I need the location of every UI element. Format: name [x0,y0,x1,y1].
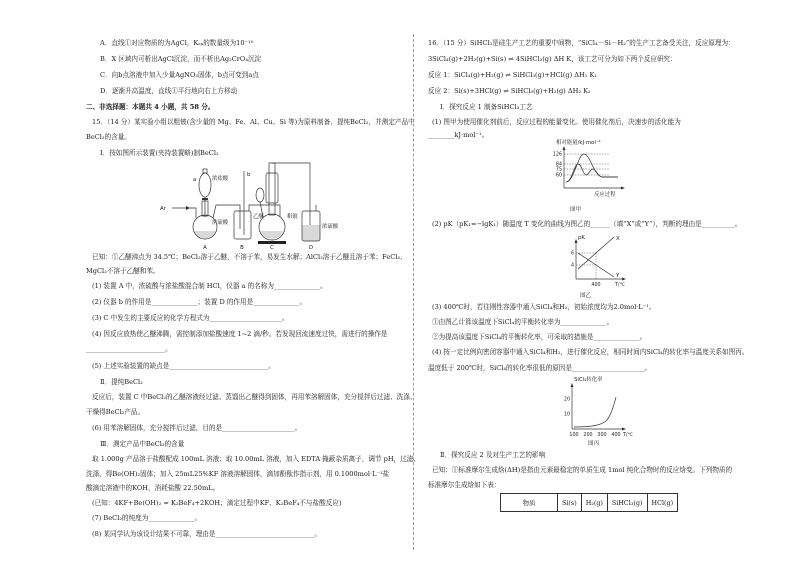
label-drying-reagent: 浓硫酸 [322,224,339,230]
fig3-xtick-100: 100 [569,433,579,438]
q15-part2-text-cont: 干燥得BeCl₂产品。 [86,408,145,416]
q16-part2-heading: Ⅱ．探究反应 2 及对生产工艺的影响 [440,451,546,459]
option-d: D．逐渐升高温度，直线①平行地向右上方移动 [100,87,238,95]
fig1-y-arrow [563,146,566,150]
label-unit-a: A [203,245,207,251]
q15-sub2: (2) 仪器 b 的作用是______________；装置 D 的作用是______________。 [92,298,306,306]
label-unit-c: C [270,245,274,251]
fig3-xtick-200: 200 [583,433,593,438]
q16-part2-known-cont: 标准摩尔生成焓如下表： [428,481,501,489]
fig2-series-x: X [616,236,620,242]
table-header-si: Si(s) [558,494,582,512]
q15-part3-text-cont2: 酸滴定溶液中的KOH，消耗盐酸 22.50mL。 [86,484,220,492]
q16-sub1: (1) 图甲为使用催化剂前后，反应过程的能量变化。使用催化剂后，决速步的活化能为 [432,118,681,126]
fig3-xlabel: T/℃ [623,433,633,438]
figure-pk-temperature [562,231,632,301]
label-solvent: 乙醚 [253,214,264,220]
bottle-d-liquid [302,225,320,241]
flask-c-liquid [260,231,284,239]
fig3-y-arrow [571,383,574,387]
fig1-caption: 图甲 [570,207,582,213]
fig3-ylabel: SiCl₄转化率 [574,377,603,383]
fig1-tick-60: 60 [555,173,562,179]
q16-part1-heading: Ⅰ．探究反应 1 制备SiHCl₃工艺 [440,103,533,111]
label-unit-b: B [240,245,244,251]
q15-part3-text: 取 1.000g 产品溶于盐酸配成 100mL 溶液；取 10.00mL 溶液，加入 EDTA 掩蔽杂质离子，调节 pH，过滤、 [92,455,420,463]
fig2-caption: 图乙 [580,293,592,299]
q15-part3-known: (已知：4KF+Be(OH)₂ = K₂BeF₄+2KOH；滴定过程中KF、K₂BeF₄不与盐酸反应) [92,499,342,507]
q15-part2-heading: Ⅱ．提纯BeCl₂ [100,378,143,386]
flask-a-liquid [194,231,216,238]
stirrer-plate [258,241,286,244]
ar-tube [190,208,196,218]
fig3-tick-20: 20 [563,397,570,403]
q16-reaction-2: 反应 2：Si(s)+3HCl(g) ⇌ SiHCl₃(g)+H₂(g) ΔH₂ K₂ [428,87,591,95]
fig2-xtick-400: 400 [591,283,601,288]
q16-reaction-1: 反应 1：SiCl₄(g)+H₂(g) ⇌ SiHCl₃(g)+HCl(g) ΔH₁ K₁ [428,71,598,79]
fig3-xtick-400: 400 [611,433,621,438]
label-flask-a-reagent: 浓硫酸 [212,220,229,226]
q15-stem-cont: BeCl₂的含量。 [86,133,131,141]
q15-sub4: (4) 因反应放热使乙醚沸腾，需控制添加盐酸速度 1~2 滴/秒。若发现回流速度过快，需进行的操作是 [92,330,388,338]
fig2-tick-4: 4 [570,263,574,269]
option-a: A．直线①对应物质的为AgCl，Kₛₚ的数量级为10⁻¹⁰ [100,39,254,47]
dropping-funnel-c [256,188,264,202]
label-b: b [247,172,251,178]
fig1-tick-75: 75 [555,167,562,173]
column-divider [413,34,414,550]
fig1-curve-uncatalyzed [566,154,618,182]
q16-sub2: (2) pK（pK₁=−lgK₁）随温度 T 变化的曲线为图乙的______（填“X”或“Y”），判断的理由是__________。 [432,220,742,228]
q15-sub1: (1) 装置 A 中，浓硫酸与浓盐酸混合制 HCl，仪器 a 的名称为______________。 [92,282,327,290]
q15-known: 已知：①乙醚沸点为 34.5℃；BeCl₂溶于乙醚，不溶于苯，易发生水解；AlCl₃溶于乙醚且溶于苯；FeCl₃、 [92,253,407,261]
q15-sub6: (6) 用苯溶解固体，充分搅拌后过滤，目的是______________________。 [92,424,302,432]
q15-sub3: (3) C 中发生的主要反应的化学方程式为______________________。 [92,314,289,322]
q16-overall-reaction: 3SiCl₄(g)+2H₂(g)+Si(s) ⇌ 4SiHCl₃(g) ΔH K，该工艺可分为如下两个反应研究： [428,55,677,63]
figure-conversion-temperature [552,373,638,447]
q16-sub3-part2: ②为提高该温度下SiCl₄的平衡转化率，可采取的措施是______________。 [432,333,647,341]
q15-stem: 15．（14 分）某实验小组以粗铍(含少量的 Mg、Fe、Al、Cu、Si 等)为原料制备、提纯BeCl₂，并测定产品中 [92,118,415,126]
q16-sub4-question: 温度低于 200℃时，SiCl₄的转化率很低的原因是______________________。 [428,364,652,372]
label-ar: Ar [160,206,166,212]
fig2-tick-6: 6 [570,251,574,257]
fig1-x-arrow [621,187,625,190]
q16-sub3: (3) 400℃时，若往刚性容器中通入SiCl₄和H₂，初始浓度均为2.0mol·L⁻¹。 [432,303,656,311]
q15-part1-heading: Ⅰ．按如图所示装置(夹持装置略)制BeCl₂ [100,149,219,157]
figure-energy-profile [528,138,628,216]
table-header-substance: 物质 [501,494,558,512]
separatory-funnel-a [199,173,211,197]
q15-part3-text-cont1: 洗涤，得Be(OH)₂固体；加入 25mL25%KF 溶液溶解固体，滴加酚酞作指示剂，用 0.1000mol·L⁻¹盐 [86,470,390,478]
table-header-hcl: HCl(g) [647,494,678,512]
q15-sub4-blank: ________________________。 [86,345,172,353]
funnel-a-stopper [203,169,207,173]
condenser-jacket [266,173,278,203]
label-funnel-reagent: 浓盐酸 [212,176,229,182]
q16-sub3-part1: ①由图乙计算该温度下SiCl₄的平衡转化率为______________。 [432,318,614,326]
q15-known-cont: MgCl₂不溶于乙醚和苯。 [86,267,160,275]
q15-sub8: (8) 某同学认为该设计结果不可靠，理由是______________________________。 [92,530,322,538]
option-c: C．向b点溶液中加入少量AgNO₃固体，b点可变到a点 [100,71,259,79]
q16-part2-known: 已知：①标准摩尔生成焓(ΔH)是指由元素最稳定的单质生成 1mol 纯化合物时的反应焓变。下列物质的 [432,466,733,474]
fig2-xlabel: T/℃ [615,283,625,288]
fig3-tick-10: 10 [563,412,570,418]
condenser-inner-tube [269,163,275,215]
q15-part2-text: 反应后，装置 C 中BeCl₂的乙醚溶液经过滤、蒸馏出乙醚得到固体，再用苯溶解固体，充分搅拌后过滤、洗涤、 [92,393,417,401]
fig3-caption: 图丙 [588,441,600,447]
ar-arrow [186,206,190,210]
fig3-x-arrow [622,428,626,431]
bottle-b [234,211,251,239]
fig2-x-arrow [622,278,626,281]
option-b: B．X 区域内可析出AgCl沉淀，而不析出Ag₂CrO₄沉淀 [100,55,262,63]
q15-sub5: (5) 上述实验装置的缺点是______________________________。 [92,362,275,370]
table-row [501,494,678,512]
apparatus-diagram [150,155,350,251]
label-unit-d: D [308,245,314,251]
fig3-xtick-300: 300 [597,433,607,438]
fig1-ylabel: 相对能量/kJ·mol⁻¹ [556,140,601,146]
fig1-xlabel: 反应过程 [594,192,616,198]
fig2-ylabel: pK [578,235,585,241]
q15-part3-heading: Ⅲ．测定产品中BeCl₂的含量 [100,440,185,448]
fig2-series-y: Y [616,273,620,279]
q15-sub7: (7) BeCl₂的纯度为______________。 [92,514,202,522]
table-header-sihcl3: SiHCl₃(g) [607,494,647,512]
label-metal: 粗铍 [287,214,298,220]
enthalpy-table [500,493,678,512]
fig1-tick-126: 126 [552,152,562,158]
section-two-heading: 二、非选择题：本题共 4 小题，共 58 分。 [86,103,215,111]
funnel-a-stopcock [202,198,208,200]
q16-stem: 16．（15 分）SiHCl₃是硅生产工艺的重要中间物，“SiCl₄－Si－H₂”的生产工艺备受关注，反应原理为： [428,39,735,47]
q16-sub4: (4) 按一定比例向密闭容器中通入SiCl₄和H₂，进行催化反应，相同时间内SiCl₄的转化率与温度关系如图丙。 [432,348,749,356]
fig3-curve [574,397,616,427]
fig1-tick-84: 84 [555,162,562,168]
table-header-h2: H₂(g) [581,494,607,512]
label-a: a [193,177,197,183]
q16-sub1-blank: ________kJ·mol⁻¹。 [428,131,489,139]
